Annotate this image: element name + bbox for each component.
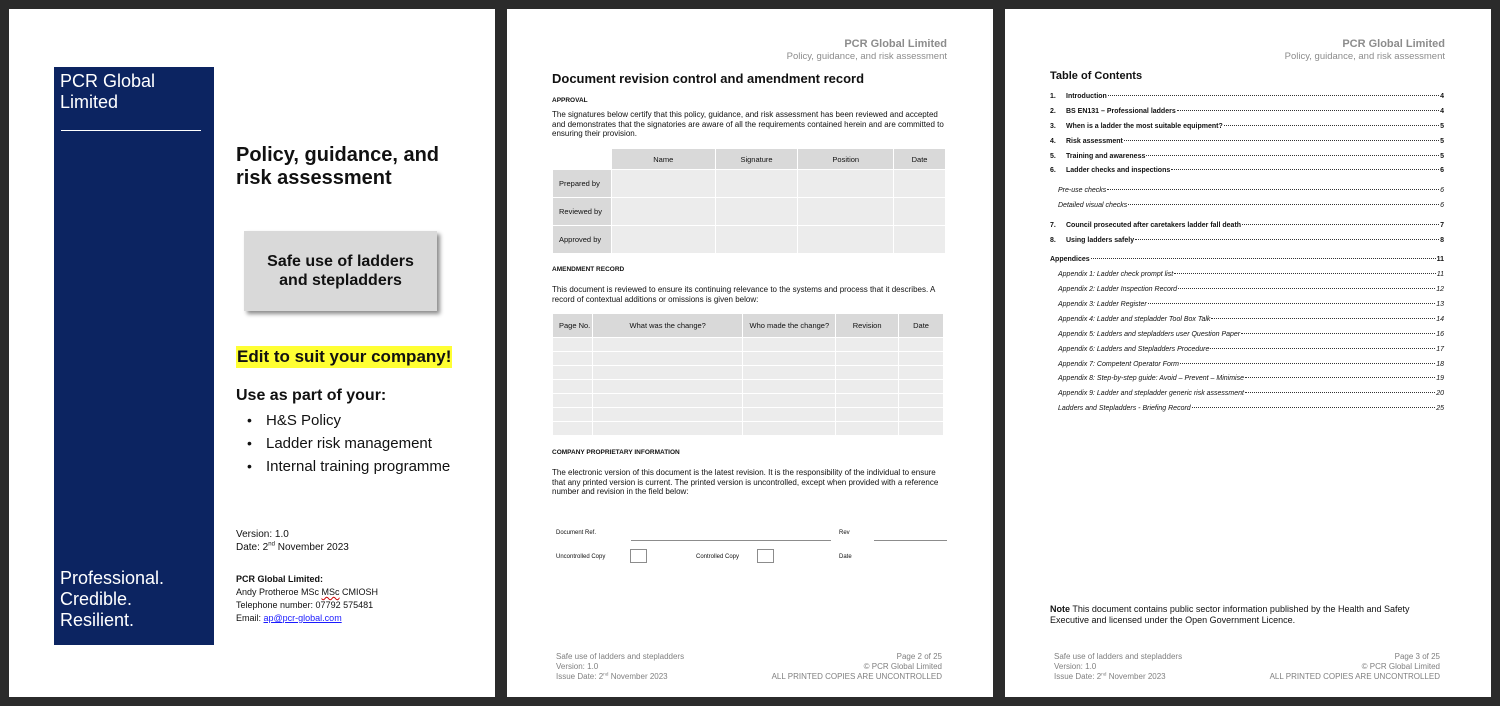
toc-entry[interactable] <box>1050 167 1444 182</box>
toc-entry-page: 4 <box>1440 93 1444 100</box>
toc-entry-page: 17 <box>1436 345 1444 353</box>
toc-entry-page: 12 <box>1436 286 1444 294</box>
cover-subject-box <box>244 231 437 311</box>
version-label: Version: 1.0 <box>236 529 289 540</box>
version-block <box>236 528 349 554</box>
toc-entry-page: 6 <box>1440 167 1444 175</box>
footer-issue-date: Issue Date: 2nd November 2023 <box>1054 672 1166 681</box>
toc-entry-label: Appendix 7: Competent Operator Form <box>1058 360 1180 368</box>
toc-entry-page: 20 <box>1436 390 1444 398</box>
toc-entry[interactable] <box>1050 405 1444 420</box>
licence-note <box>1050 604 1450 626</box>
toc-entry-label: When is a ladder the most suitable equipment? <box>1066 122 1223 130</box>
footer-left <box>1054 652 1182 682</box>
toc-entry-label: Training and awareness <box>1066 152 1146 160</box>
table-row <box>553 408 944 422</box>
table-of-contents <box>1050 93 1444 420</box>
footer-left <box>556 652 684 682</box>
toc-entry[interactable] <box>1050 271 1444 286</box>
toc-leader-dots <box>1174 273 1436 274</box>
toc-entry[interactable] <box>1050 123 1444 138</box>
header-company: PCR Global Limited <box>844 38 947 50</box>
uncontrolled-checkbox[interactable] <box>630 549 647 563</box>
toc-entry[interactable] <box>1050 346 1444 361</box>
header-company: PCR Global Limited <box>1342 38 1445 50</box>
toc-entry[interactable] <box>1050 361 1444 376</box>
rev-field[interactable] <box>874 540 947 541</box>
table-row <box>553 380 944 394</box>
toc-entry-number: 7. <box>1050 221 1056 229</box>
toc-entry[interactable] <box>1050 286 1444 301</box>
use-list <box>247 410 450 479</box>
name-cell[interactable] <box>611 170 715 198</box>
toc-leader-dots <box>1091 258 1436 259</box>
toc-entry-page: 11 <box>1436 256 1444 264</box>
use-list-item: • Internal training programme <box>247 456 450 479</box>
footer-right <box>1270 652 1440 682</box>
toc-leader-dots <box>1177 110 1439 111</box>
table-row <box>553 422 944 436</box>
toc-entry-label: Appendix 6: Ladders and Stepladders Procedure <box>1058 345 1210 353</box>
cover-title: Policy, guidance, and risk assessment <box>236 144 440 189</box>
proprietary-heading: COMPANY PROPRIETARY INFORMATION <box>552 449 680 456</box>
toc-entry-label: Appendix 3: Ladder Register <box>1058 300 1147 308</box>
cover-company-name: PCR Global Limited <box>60 71 156 112</box>
signature-cell[interactable] <box>715 226 798 254</box>
toc-leader-dots <box>1211 318 1435 319</box>
toc-entry-page: 13 <box>1436 300 1444 308</box>
toc-entry[interactable] <box>1050 375 1444 390</box>
footer-version: Version: 1.0 <box>556 662 599 671</box>
toc-entry[interactable] <box>1050 202 1444 217</box>
contact-phone: Telephone number: 07792 575481 <box>236 600 374 610</box>
toc-entry[interactable] <box>1050 187 1444 202</box>
toc-leader-dots <box>1210 348 1435 349</box>
contents-page <box>1005 9 1491 697</box>
toc-entry-label: Appendix 4: Ladder and stepladder Tool Box Talk <box>1058 315 1211 323</box>
column-header: Position <box>798 149 894 170</box>
revision-page <box>507 9 993 697</box>
cover-tagline <box>60 568 164 631</box>
toc-entry-page: 25 <box>1436 405 1444 413</box>
toc-title: Table of Contents <box>1050 70 1143 82</box>
row-label: Reviewed by <box>553 198 612 226</box>
toc-leader-dots <box>1178 288 1435 289</box>
amendment-heading: AMENDMENT RECORD <box>552 266 625 273</box>
toc-entry-label: Appendix 9: Ladder and stepladder generic risk assessment <box>1058 390 1244 398</box>
toc-leader-dots <box>1128 204 1439 205</box>
use-list-item: • H&S Policy <box>247 410 450 433</box>
toc-entry-page: 5 <box>1440 137 1444 145</box>
toc-entry[interactable] <box>1050 316 1444 331</box>
page-number: Page 3 of 25 <box>1394 652 1440 661</box>
toc-entry[interactable] <box>1050 108 1444 123</box>
proprietary-text: The electronic version of this document is the latest revision. It is the responsibility of the individual to ensure that any printed version is current. The printed version is uncontrolled, except when provided with a reference number and revision in the field below: <box>552 468 939 496</box>
date-label: Date <box>839 554 852 560</box>
approval-text: The signatures below certify that this policy, guidance, and risk assessment has been reviewed and accepted and demonstrates that the signatories are aware of all the requirements contained herein and are committed to ensuring their provision. <box>552 110 944 138</box>
toc-entry-page: 14 <box>1436 315 1444 323</box>
date-label: Date: 2nd November 2023 <box>236 541 349 553</box>
footer-copyright: © PCR Global Limited <box>1361 662 1440 671</box>
toc-entry-label: Ladders and Stepladders - Briefing Record <box>1058 405 1191 413</box>
row-label: Prepared by <box>553 170 612 198</box>
page-title: Document revision control and amendment record <box>552 71 865 86</box>
toc-leader-dots <box>1108 95 1439 96</box>
toc-leader-dots <box>1107 189 1439 190</box>
contact-email-row: Email: ap@pcr-global.com <box>236 613 342 623</box>
toc-entry-number: 8. <box>1050 236 1056 244</box>
footer-copyright: © PCR Global Limited <box>863 662 942 671</box>
toc-entry-number: 4. <box>1050 137 1056 145</box>
toc-leader-dots <box>1242 224 1439 225</box>
toc-entry-label: Pre-use checks <box>1058 187 1107 195</box>
toc-entry-page: 16 <box>1436 330 1444 338</box>
row-label: Approved by <box>553 226 612 254</box>
column-header: Revision <box>836 314 899 338</box>
table-row <box>553 352 944 366</box>
position-cell[interactable] <box>798 198 894 226</box>
toc-entry-page: 18 <box>1436 360 1444 368</box>
contact-name: Andy Protheroe MSc MSc CMIOSH <box>236 587 379 597</box>
column-header: Date <box>894 149 946 170</box>
toc-entry-label: BS EN131 – Professional ladders <box>1066 107 1176 115</box>
toc-entry-page: 7 <box>1440 221 1444 229</box>
footer-issue-date: Issue Date: 2nd November 2023 <box>556 672 668 681</box>
cover-page <box>9 9 495 697</box>
amendment-text: This document is reviewed to ensure its continuing relevance to the systems and process that it describes. A record of contextual additions or omissions is given below: <box>552 285 935 304</box>
toc-entry-page: 11 <box>1436 271 1444 279</box>
column-header: Who made the change? <box>743 314 836 338</box>
column-header: Date <box>899 314 944 338</box>
toc-entry[interactable] <box>1050 237 1444 252</box>
toc-entry[interactable] <box>1050 301 1444 316</box>
uncontrolled-label: Uncontrolled Copy <box>556 554 606 560</box>
column-header: Signature <box>715 149 798 170</box>
signature-cell[interactable] <box>715 170 798 198</box>
controlled-label: Controlled Copy <box>696 554 740 560</box>
document-ref-field[interactable] <box>631 540 831 541</box>
toc-entry-number: 3. <box>1050 122 1056 130</box>
toc-entry-number: 5. <box>1050 152 1056 160</box>
use-heading: Use as part of your: <box>236 387 387 404</box>
running-header <box>787 38 947 63</box>
footer-doc-title: Safe use of ladders and stepladders <box>556 652 685 661</box>
toc-entry-label: Appendix 8: Step-by-step guide: Avoid – Prevent – Minimise <box>1058 375 1244 383</box>
cover-sidebar <box>54 67 214 645</box>
header-subtitle: Policy, guidance, and risk assessment <box>786 51 947 62</box>
toc-entry[interactable] <box>1050 222 1444 237</box>
running-header <box>1285 38 1445 63</box>
footer-version: Version: 1.0 <box>1054 662 1097 671</box>
toc-entry-page: 5 <box>1440 152 1444 160</box>
rev-label: Rev <box>839 530 850 536</box>
name-cell[interactable] <box>611 198 715 226</box>
table-row <box>553 170 946 198</box>
use-list-item: • Ladder risk management <box>247 433 450 456</box>
toc-entry[interactable] <box>1050 256 1444 271</box>
cover-subject: Safe use of ladders and stepladders <box>267 253 414 289</box>
table-row <box>553 394 944 408</box>
position-cell[interactable] <box>798 226 894 254</box>
edit-note: Edit to suit your company! <box>237 347 452 366</box>
note-label: Note <box>1050 604 1070 614</box>
signature-table <box>552 148 946 254</box>
page-number: Page 2 of 25 <box>896 652 942 661</box>
date-cell[interactable] <box>894 170 946 198</box>
controlled-checkbox[interactable] <box>757 549 774 563</box>
tagline-line: Credible. <box>60 589 133 609</box>
header-subtitle: Policy, guidance, and risk assessment <box>1284 51 1445 62</box>
approval-heading: APPROVAL <box>552 97 588 104</box>
toc-leader-dots <box>1148 303 1435 304</box>
toc-entry-number: 2. <box>1050 107 1056 115</box>
toc-leader-dots <box>1135 239 1439 240</box>
toc-entry-label: Appendices <box>1050 256 1090 264</box>
tagline-line: Professional. <box>60 568 165 588</box>
footer-doc-title: Safe use of ladders and stepladders <box>1054 652 1183 661</box>
toc-entry-label: Appendix 1: Ladder check prompt list <box>1058 271 1174 279</box>
amendment-table <box>552 313 944 436</box>
toc-leader-dots <box>1180 363 1435 364</box>
table-row <box>553 198 946 226</box>
column-header: Page No. <box>553 314 593 338</box>
table-row <box>553 338 944 352</box>
document-ref-label: Document Ref. <box>556 530 597 536</box>
toc-leader-dots <box>1224 125 1439 126</box>
toc-entry-label: Appendix 5: Ladders and stepladders user Question Paper <box>1058 330 1241 338</box>
toc-entry-number: 6. <box>1050 167 1056 175</box>
toc-leader-dots <box>1124 140 1439 141</box>
toc-entry-page: 19 <box>1436 375 1444 383</box>
position-cell[interactable] <box>798 170 894 198</box>
toc-leader-dots <box>1192 407 1436 408</box>
email-link[interactable]: ap@pcr-global.com <box>263 613 342 623</box>
toc-leader-dots <box>1245 392 1435 393</box>
toc-entry-page: 6 <box>1440 202 1444 210</box>
toc-entry-label: Using ladders safely <box>1066 236 1135 244</box>
toc-entry[interactable] <box>1050 93 1444 108</box>
footer-uncontrolled: ALL PRINTED COPIES ARE UNCONTROLLED <box>1269 672 1440 681</box>
contact-heading: PCR Global Limited: <box>236 574 324 584</box>
toc-entry-page: 4 <box>1440 107 1444 115</box>
toc-leader-dots <box>1241 333 1435 334</box>
column-header: Name <box>611 149 715 170</box>
signature-cell[interactable] <box>715 198 798 226</box>
signature-header-row <box>553 149 946 170</box>
amendment-header-row <box>553 314 944 338</box>
toc-leader-dots <box>1171 169 1439 170</box>
toc-entry[interactable] <box>1050 153 1444 168</box>
date-cell[interactable] <box>894 226 946 254</box>
toc-entry-label: Detailed visual checks <box>1058 202 1128 210</box>
name-cell[interactable] <box>611 226 715 254</box>
table-row <box>553 226 946 254</box>
footer-right <box>772 652 942 682</box>
toc-entry-page: 8 <box>1440 236 1444 244</box>
toc-entry-page: 5 <box>1440 122 1444 130</box>
toc-entry-label: Ladder checks and inspections <box>1066 167 1171 175</box>
toc-entry-number: 1. <box>1050 93 1056 100</box>
toc-entry-page: 6 <box>1440 187 1444 195</box>
toc-leader-dots <box>1245 377 1435 378</box>
note-text: This document contains public sector information published by the Health and Safety Executive and licensed under the Open Government Licence. <box>1050 604 1410 625</box>
table-row <box>553 366 944 380</box>
toc-entry-label: Risk assessment <box>1066 137 1123 145</box>
contact-block <box>236 573 378 625</box>
cover-divider <box>61 130 201 131</box>
toc-leader-dots <box>1146 155 1439 156</box>
toc-entry-label: Introduction <box>1066 93 1107 100</box>
column-header: What was the change? <box>592 314 743 338</box>
toc-entry-label: Appendix 2: Ladder Inspection Record <box>1058 286 1178 294</box>
toc-entry[interactable] <box>1050 138 1444 153</box>
footer-uncontrolled: ALL PRINTED COPIES ARE UNCONTROLLED <box>771 672 942 681</box>
toc-entry-label: Council prosecuted after caretakers ladder fall death <box>1066 221 1242 229</box>
tagline-line: Resilient. <box>60 610 135 630</box>
toc-entry[interactable] <box>1050 331 1444 346</box>
date-cell[interactable] <box>894 198 946 226</box>
toc-entry[interactable] <box>1050 390 1444 405</box>
